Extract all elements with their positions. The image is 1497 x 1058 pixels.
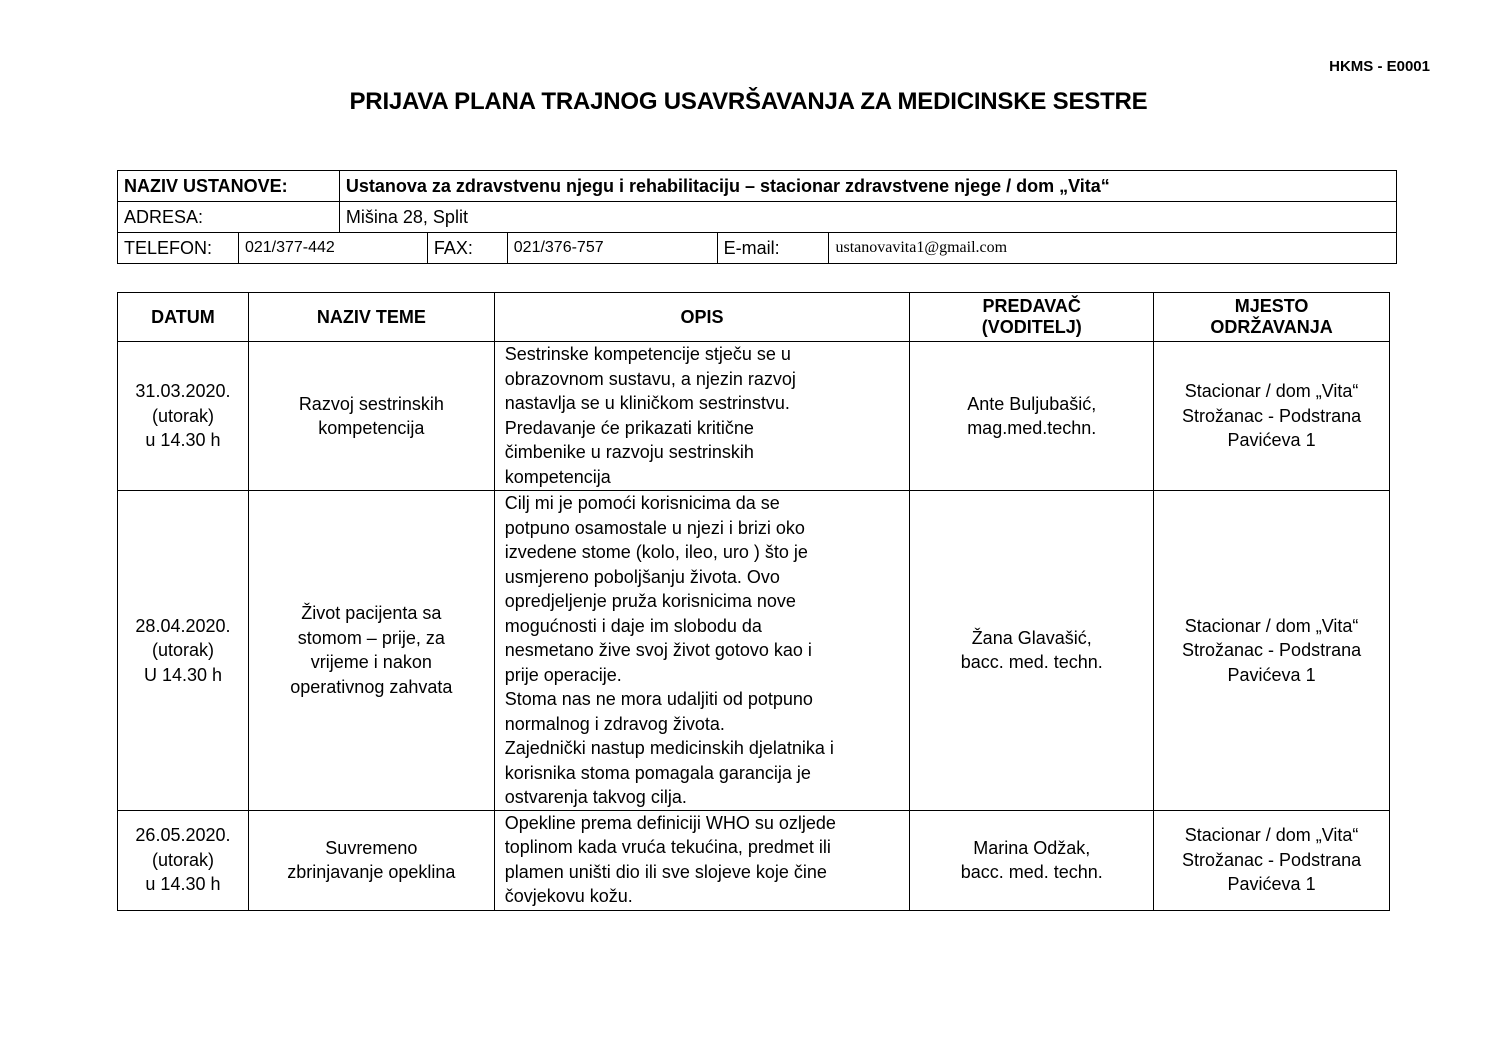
date-cell [118,342,249,491]
header-predavac-line1: PREDAVAČ [982,296,1081,316]
description-line: plamen uništi dio ili sve slojeve koje čine [504,861,827,882]
topic-cell [248,342,494,491]
document-code: HKMS - E0001 [1329,58,1430,75]
address-label: ADRESA: [118,202,340,233]
lecturer-name: Ante Buljubašić, [967,393,1097,414]
header-predavac-line2: (VODITELJ) [981,317,1082,337]
topic-line: Razvoj sestrinskih [298,393,444,414]
description-line: nesmetano žive svoj život gotovo kao i [504,640,812,660]
description-line: Stoma nas ne mora udaljiti od potpuno [504,689,813,709]
description-cell [494,810,910,910]
header-mjesto-line1: MJESTO [1234,296,1309,316]
description-line: Sestrinske kompetencije stječu se u [504,344,791,364]
topic-line: zbrinjavanje opeklina [287,862,456,882]
topic-cell [248,491,494,811]
description-line: Opekline prema definiciji WHO su ozljede [504,812,836,833]
description-cell [494,342,910,491]
header-datum: DATUM [118,293,249,342]
institution-contact-row [118,233,1397,264]
plan-row [118,810,1390,910]
training-plan-table [117,292,1390,911]
lecturer-cell [910,342,1154,491]
header-mjesto-line2: ODRŽAVANJA [1210,317,1333,337]
lecturer-name: Žana Glavašić, [971,627,1092,648]
place-cell [1154,491,1390,811]
topic-line: Suvremeno [325,837,418,858]
place-line: Pavićeva 1 [1227,664,1316,685]
lecturer-cell [910,491,1154,811]
description-cell [494,491,910,811]
place-line: Pavićeva 1 [1227,874,1316,895]
address-value: Mišina 28, Split [339,202,1396,233]
place-cell [1154,810,1390,910]
description-line: potpuno osamostale u njezi i brizi oko [504,517,805,538]
time: U 14.30 h [143,664,222,685]
time: u 14.30 h [145,430,221,451]
topic-line: vrijeme i nakon [310,652,432,673]
date: 28.04.2020. [135,615,231,636]
description-line: izvedene stome (kolo, ileo, uro ) što je [504,542,808,562]
place-cell [1154,342,1390,491]
institution-name-label: NAZIV USTANOVE: [118,171,340,202]
date-cell [118,491,249,811]
header-predavac [910,293,1154,342]
email-label: E-mail: [717,233,829,264]
institution-name-value: Ustanova za zdravstvenu njegu i rehabilitaciju – stacionar zdravstvene njege / dom „Vita“ [339,171,1396,202]
place-line: Pavićeva 1 [1227,430,1316,451]
date: 26.05.2020. [135,825,231,846]
place-line: Strožanac - Podstrana [1182,640,1362,660]
description-line: čimbenike u razvoju sestrinskih [504,442,754,462]
date: 31.03.2020. [135,381,231,402]
weekday: (utorak) [151,405,214,426]
place-line: Stacionar / dom „Vita“ [1184,825,1359,846]
description-line: ostvarenja takvog cilja. [504,787,687,807]
document-title: PRIJAVA PLANA TRAJNOG USAVRŠAVANJA ZA MEDICINSKE SESTRE [349,88,1148,115]
description-line: opredjeljenje pruža korisnicima nove [504,591,796,611]
description-line: usmjereno poboljšanju života. Ovo [504,566,780,587]
header-naziv-teme: NAZIV TEME [248,293,494,342]
description-line: nastavlja se u kliničkom sestrinstvu. [504,393,790,413]
description-line: normalnog i zdravog života. [504,713,725,734]
description-line: korisnika stoma pomagala garancija je [504,762,811,783]
header-opis: OPIS [494,293,910,342]
lecturer-cell [910,810,1154,910]
weekday: (utorak) [151,640,214,660]
description-line: Zajednički nastup medicinskih djelatnika i [504,738,834,758]
institution-table [117,170,1397,264]
topic-line: stomom – prije, za [297,627,445,648]
place-line: Stacionar / dom „Vita“ [1184,615,1359,636]
time: u 14.30 h [145,874,221,895]
plan-header-row [118,293,1390,342]
lecturer-title: mag.med.techn. [967,418,1097,438]
description-line: Cilj mi je pomoći korisnicima da se [504,493,780,513]
plan-row [118,491,1390,811]
description-line: Predavanje će prikazati kritične [504,417,754,438]
lecturer-title: bacc. med. techn. [960,862,1103,882]
lecturer-title: bacc. med. techn. [960,652,1103,673]
lecturer-name: Marina Odžak, [973,837,1091,858]
fax-label: FAX: [427,233,507,264]
fax-value: 021/376-757 [507,233,717,264]
topic-line: operativnog zahvata [290,676,453,697]
topic-line: Život pacijenta sa [301,603,442,624]
institution-address-row [118,202,1397,233]
description-line: prije operacije. [504,664,622,685]
phone-label: TELEFON: [118,233,239,264]
description-line: obrazovnom sustavu, a njezin razvoj [504,368,796,389]
weekday: (utorak) [151,849,214,870]
description-line: mogućnosti i daje im slobodu da [504,615,762,636]
email-value: ustanovavita1@gmail.com [829,233,1397,264]
place-line: Strožanac - Podstrana [1182,405,1362,426]
plan-row [118,342,1390,491]
topic-line: kompetencija [318,418,425,438]
phone-value: 021/377-442 [238,233,427,264]
place-line: Stacionar / dom „Vita“ [1184,381,1359,402]
description-line: kompetencija [504,466,611,487]
topic-cell [248,810,494,910]
date-cell [118,810,249,910]
description-line: čovjekovu kožu. [504,886,633,906]
description-line: toplinom kada vruća tekućina, predmet ili [504,837,831,857]
institution-name-row [118,171,1397,202]
header-mjesto [1154,293,1390,342]
place-line: Strožanac - Podstrana [1182,849,1362,870]
